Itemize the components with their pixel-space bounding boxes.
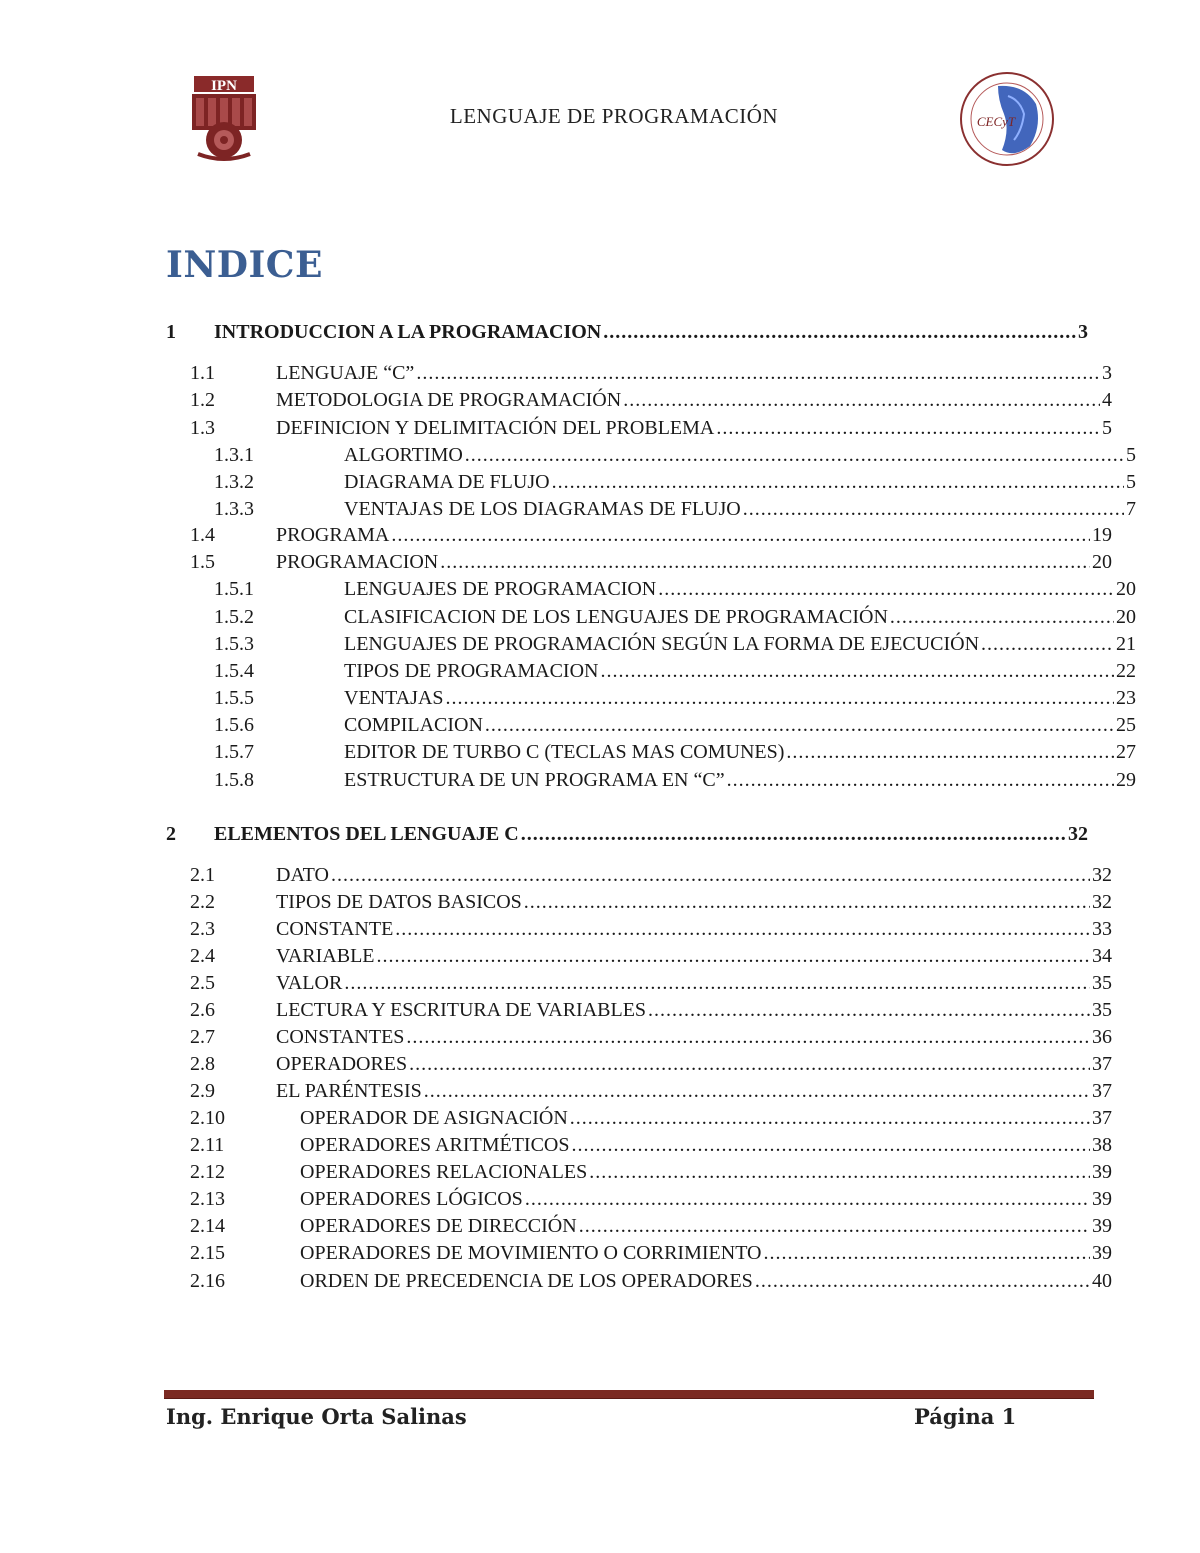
toc-entry[interactable] <box>166 1080 1112 1107</box>
toc-entry-number: 2 <box>166 823 176 845</box>
toc-entry-title: COMPILACION <box>344 714 483 736</box>
toc-entry-page: 7 <box>1126 498 1136 520</box>
toc-dot-leader <box>743 498 1124 521</box>
toc-entry-page: 37 <box>1092 1107 1112 1129</box>
toc-dot-leader <box>571 1134 1090 1157</box>
toc-entry-page: 25 <box>1116 714 1136 736</box>
toc-entry-number: 1.5.5 <box>214 687 254 709</box>
toc-dot-leader <box>570 1107 1090 1130</box>
toc-entry[interactable] <box>166 660 1136 687</box>
toc-entry[interactable] <box>166 769 1136 796</box>
toc-entry[interactable] <box>166 1053 1112 1080</box>
toc-entry[interactable] <box>166 891 1112 918</box>
toc-entry-page: 19 <box>1092 524 1112 546</box>
toc-entry-number: 2.12 <box>190 1161 225 1183</box>
cecyt-seal <box>958 70 1056 168</box>
toc-entry-number: 2.16 <box>190 1270 225 1292</box>
toc-dot-leader <box>600 660 1114 683</box>
toc-entry-page: 23 <box>1116 687 1136 709</box>
toc-entry-number: 1.4 <box>190 524 215 546</box>
toc-entry[interactable] <box>166 918 1112 945</box>
toc-entry-page: 3 <box>1102 362 1112 384</box>
toc-entry-title: OPERADORES DE MOVIMIENTO O CORRIMIENTO <box>300 1242 762 1264</box>
toc-entry-page: 27 <box>1116 741 1136 763</box>
toc-dot-leader <box>377 945 1090 968</box>
toc-entry-number: 1.5.4 <box>214 660 254 682</box>
toc-entry-title: VALOR <box>276 972 343 994</box>
toc-dot-leader <box>521 823 1066 846</box>
toc-entry-title: DIAGRAMA DE FLUJO <box>344 471 550 493</box>
toc-dot-leader <box>465 444 1124 467</box>
toc-entry-number: 1.3.2 <box>214 471 254 493</box>
toc-entry-page: 39 <box>1092 1242 1112 1264</box>
ipn-logo-text: IPN <box>211 78 237 94</box>
toc-entry-title: VENTAJAS <box>344 687 444 709</box>
toc-dot-leader <box>623 389 1100 412</box>
toc-dot-leader <box>648 999 1090 1022</box>
toc-entry-title: EDITOR DE TURBO C (TECLAS MAS COMUNES) <box>344 741 785 763</box>
toc-dot-leader <box>727 769 1114 792</box>
toc-entry-number: 1.3.1 <box>214 444 254 466</box>
toc-entry[interactable] <box>166 972 1112 999</box>
toc-entry[interactable] <box>166 1215 1112 1242</box>
toc-entry-number: 2.9 <box>190 1080 215 1102</box>
header-title: LENGUAJE DE PROGRAMACIÓN <box>449 104 779 128</box>
toc-dot-leader <box>446 687 1114 710</box>
toc-entry-title: OPERADORES <box>276 1053 408 1075</box>
toc-dot-leader <box>552 471 1124 494</box>
toc-entry[interactable] <box>166 389 1112 416</box>
toc-entry-title: CONSTANTE <box>276 918 394 940</box>
toc-entry-number: 2.8 <box>190 1053 215 1075</box>
footer-author: Ing. Enrique Orta Salinas <box>166 1404 467 1429</box>
toc-entry-number: 1.5.6 <box>214 714 254 736</box>
toc-entry[interactable] <box>166 1242 1112 1269</box>
toc-dot-leader <box>890 606 1114 629</box>
toc-entry[interactable] <box>166 471 1136 498</box>
toc-dot-leader <box>755 1270 1090 1293</box>
toc-dot-leader <box>416 362 1100 385</box>
toc-entry-title: PROGRAMA <box>276 524 390 546</box>
toc-entry-number: 1.3.3 <box>214 498 254 520</box>
toc-entry-title: PROGRAMACION <box>276 551 439 573</box>
toc-dot-leader <box>524 891 1090 914</box>
toc-entry-title: VENTAJAS DE LOS DIAGRAMAS DE FLUJO <box>344 498 741 520</box>
toc-entry-title: ELEMENTOS DEL LENGUAJE C <box>214 823 519 845</box>
toc-entry-number: 1.5.7 <box>214 741 254 763</box>
toc-entry[interactable] <box>166 578 1136 605</box>
toc-entry-title: DEFINICION Y DELIMITACIÓN DEL PROBLEMA <box>276 417 715 439</box>
toc-entry-title: OPERADORES RELACIONALES <box>300 1161 588 1183</box>
toc-entry-page: 32 <box>1092 864 1112 886</box>
toc-entry-title: LENGUAJES DE PROGRAMACIÓN SEGÚN LA FORMA DE EJECUCIÓN <box>344 633 980 655</box>
toc-entry-page: 36 <box>1092 1026 1112 1048</box>
toc-entry-number: 1.5.8 <box>214 769 254 791</box>
toc-entry-page: 5 <box>1102 417 1112 439</box>
toc-entry[interactable] <box>166 1026 1112 1053</box>
toc-entry-page: 37 <box>1092 1053 1112 1075</box>
toc-entry-page: 5 <box>1126 471 1136 493</box>
toc-entry-page: 32 <box>1068 823 1088 845</box>
toc-entry-title: ORDEN DE PRECEDENCIA DE LOS OPERADORES <box>300 1270 753 1292</box>
toc-entry-title: OPERADORES ARITMÉTICOS <box>300 1134 570 1156</box>
toc-entry[interactable] <box>166 823 1088 850</box>
toc-dot-leader <box>589 1161 1090 1184</box>
toc-entry-page: 34 <box>1092 945 1112 967</box>
toc-entry-title: LECTURA Y ESCRITURA DE VARIABLES <box>276 999 647 1021</box>
toc-entry-title: CLASIFICACION DE LOS LENGUAJES DE PROGRAMACIÓN <box>344 606 888 628</box>
toc-dot-leader <box>981 633 1114 656</box>
toc-entry[interactable] <box>166 864 1112 891</box>
toc-entry-page: 40 <box>1092 1270 1112 1292</box>
toc-entry-title: EL PARÉNTESIS <box>276 1080 422 1102</box>
toc-entry-number: 2.5 <box>190 972 215 994</box>
toc-dot-leader <box>409 1053 1090 1076</box>
toc-dot-leader <box>603 321 1076 344</box>
toc-entry-number: 2.3 <box>190 918 215 940</box>
toc-entry[interactable] <box>166 633 1136 660</box>
toc-entry[interactable] <box>166 741 1136 768</box>
toc-entry-page: 39 <box>1092 1215 1112 1237</box>
toc-entry-title: OPERADOR DE ASIGNACIÓN <box>300 1107 568 1129</box>
toc-entry-title: OPERADORES LÓGICOS <box>300 1188 523 1210</box>
toc-entry-page: 20 <box>1116 606 1136 628</box>
toc-dot-leader <box>344 972 1090 995</box>
toc-entry[interactable] <box>166 945 1112 972</box>
toc-dot-leader <box>525 1188 1090 1211</box>
toc-dot-leader <box>579 1215 1090 1238</box>
toc-entry-page: 32 <box>1092 891 1112 913</box>
toc-entry-title: LENGUAJE “C” <box>276 362 415 384</box>
toc-entry-page: 29 <box>1116 769 1136 791</box>
toc-entry-title: INTRODUCCION A LA PROGRAMACION <box>214 321 602 343</box>
toc-entry[interactable] <box>166 714 1136 741</box>
toc-dot-leader <box>764 1242 1091 1265</box>
toc-entry-title: LENGUAJES DE PROGRAMACION <box>344 578 657 600</box>
toc-entry[interactable] <box>166 524 1112 551</box>
toc-entry-page: 39 <box>1092 1188 1112 1210</box>
cecyt-seal-text: CECyT <box>976 114 1016 129</box>
toc-entry-title: VARIABLE <box>276 945 375 967</box>
toc-entry-page: 21 <box>1116 633 1136 655</box>
toc-entry[interactable] <box>166 1270 1112 1297</box>
toc-entry[interactable] <box>166 1161 1112 1188</box>
footer-page-number: Página 1 <box>914 1404 1017 1429</box>
toc-entry-title: TIPOS DE DATOS BASICOS <box>276 891 522 913</box>
toc-entry[interactable] <box>166 687 1136 714</box>
toc-entry-page: 4 <box>1102 389 1112 411</box>
toc-entry-number: 1.5.2 <box>214 606 254 628</box>
toc-entry-number: 2.1 <box>190 864 215 886</box>
toc-entry-number: 2.7 <box>190 1026 215 1048</box>
toc-entry[interactable] <box>166 606 1136 633</box>
toc-dot-leader <box>716 417 1100 440</box>
toc-entry[interactable] <box>166 321 1088 348</box>
toc-dot-leader <box>331 864 1090 887</box>
toc-entry-page: 33 <box>1092 918 1112 940</box>
toc-entry-title: OPERADORES DE DIRECCIÓN <box>300 1215 577 1237</box>
toc-entry[interactable] <box>166 1134 1112 1161</box>
toc-entry[interactable] <box>166 417 1112 444</box>
toc-entry-number: 1.5.1 <box>214 578 254 600</box>
toc-entry-number: 2.6 <box>190 999 215 1021</box>
toc-entry-page: 20 <box>1092 551 1112 573</box>
toc-dot-leader <box>424 1080 1090 1103</box>
toc-dot-leader <box>658 578 1114 601</box>
toc-entry-title: CONSTANTES <box>276 1026 405 1048</box>
toc-entry-number: 2.4 <box>190 945 215 967</box>
toc-dot-leader <box>440 551 1090 574</box>
toc-entry-number: 1.1 <box>190 362 215 384</box>
toc-entry-title: DATO <box>276 864 329 886</box>
toc-entry-number: 2.2 <box>190 891 215 913</box>
toc-entry-page: 5 <box>1126 444 1136 466</box>
toc-entry-page: 20 <box>1116 578 1136 600</box>
toc-entry-number: 2.11 <box>190 1134 225 1156</box>
toc-entry-title: ESTRUCTURA DE UN PROGRAMA EN “C” <box>344 769 725 791</box>
toc-entry-page: 39 <box>1092 1161 1112 1183</box>
index-title: INDICE <box>166 244 323 286</box>
footer-rule <box>164 1390 1094 1399</box>
toc-entry[interactable] <box>166 1107 1112 1134</box>
toc-entry[interactable] <box>166 999 1112 1026</box>
toc-entry-number: 2.13 <box>190 1188 225 1210</box>
toc-entry-number: 2.14 <box>190 1215 225 1237</box>
toc-dot-leader <box>406 1026 1090 1049</box>
toc-entry-number: 1.2 <box>190 389 215 411</box>
toc-entry-number: 2.10 <box>190 1107 225 1129</box>
toc-entry-page: 37 <box>1092 1080 1112 1102</box>
toc-entry-page: 35 <box>1092 999 1112 1021</box>
toc-entry-title: ALGORTIMO <box>344 444 463 466</box>
toc-entry[interactable] <box>166 362 1112 389</box>
toc-entry-number: 1.5.3 <box>214 633 254 655</box>
toc-entry-number: 1.3 <box>190 417 215 439</box>
toc-dot-leader <box>395 918 1090 941</box>
toc-dot-leader <box>485 714 1114 737</box>
toc-entry-number: 2.15 <box>190 1242 225 1264</box>
toc-entry-page: 38 <box>1092 1134 1112 1156</box>
toc-entry[interactable] <box>166 551 1112 578</box>
toc-entry-number: 1.5 <box>190 551 215 573</box>
toc-entry-title: METODOLOGIA DE PROGRAMACIÓN <box>276 389 622 411</box>
toc-entry-page: 35 <box>1092 972 1112 994</box>
toc-entry[interactable] <box>166 444 1136 471</box>
toc-entry-page: 22 <box>1116 660 1136 682</box>
toc-entry-page: 3 <box>1078 321 1088 343</box>
toc-entry-number: 1 <box>166 321 176 343</box>
toc-dot-leader <box>786 741 1114 764</box>
toc-entry-title: TIPOS DE PROGRAMACION <box>344 660 599 682</box>
toc-entry[interactable] <box>166 1188 1112 1215</box>
toc-dot-leader <box>391 524 1090 547</box>
toc-entry[interactable] <box>166 498 1136 525</box>
